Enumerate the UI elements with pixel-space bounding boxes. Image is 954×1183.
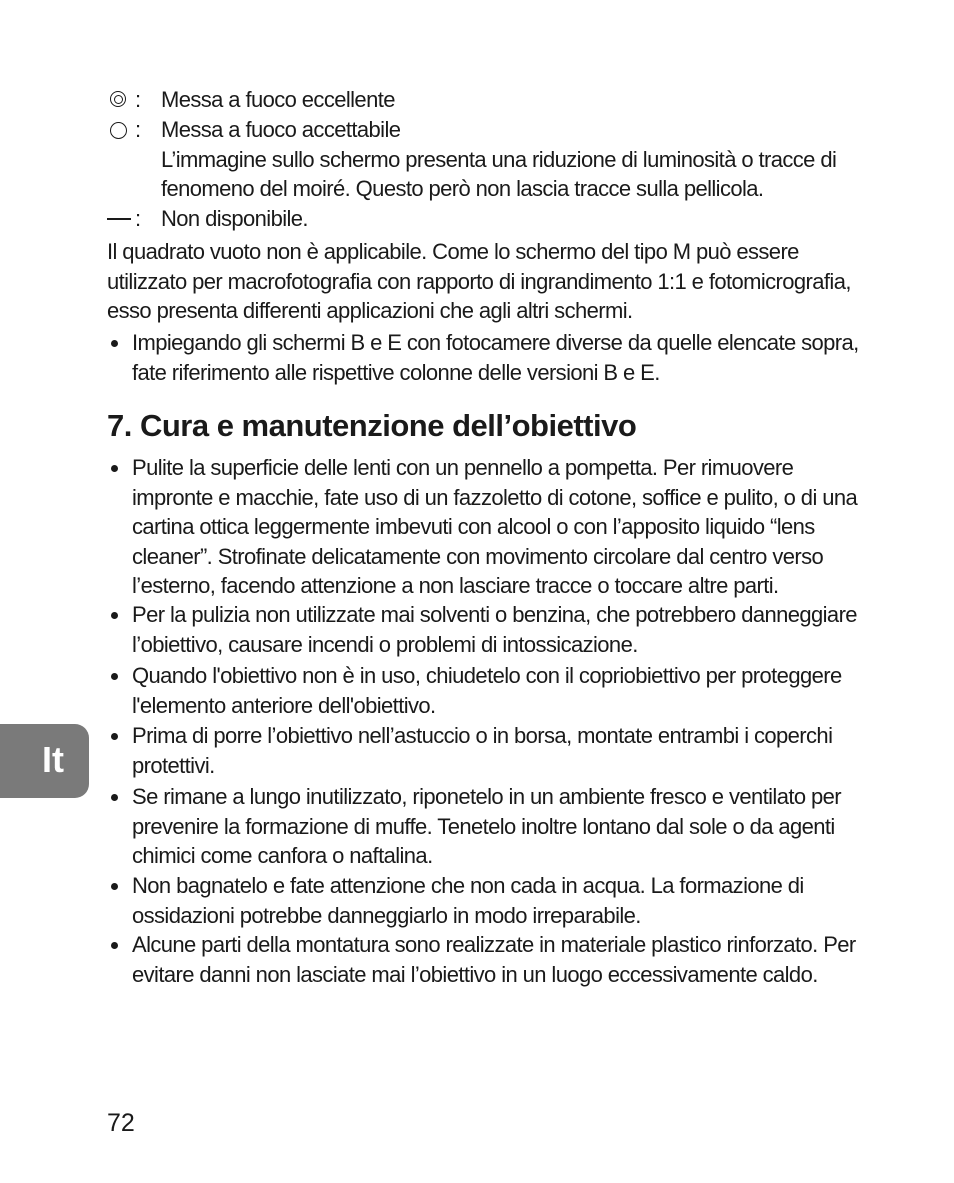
list-item — [107, 782, 877, 871]
legend-label: Non disponibile. — [161, 206, 308, 231]
bullet-text: Prima di porre l’obiettivo nell’astuccio o in borsa, montate entrambi i coperchi protettivi. — [132, 723, 833, 778]
intro-bullet — [107, 328, 877, 387]
bullet-text: Quando l'obiettivo non è in uso, chiudetelo con il copriobiettivo per proteggere l'elemento anteriore dell'obiettivo. — [132, 663, 842, 718]
bullet-icon — [111, 465, 118, 472]
circle-icon — [107, 115, 135, 144]
legend-label: Messa a fuoco eccellente — [161, 87, 395, 112]
intro-paragraph: Il quadrato vuoto non è applicabile. Come lo schermo del tipo M può essere utilizzato per macrofotografia con rapporto di ingrandimento 1:1 e fotomicrografia, esso presenta differenti applicazioni che agli altri schermi. — [107, 239, 851, 323]
section-title: 7. Cura e manutenzione dell’obiettivo — [107, 408, 637, 443]
legend-row-excellent — [107, 85, 861, 115]
bullet-icon — [111, 612, 118, 619]
list-item — [107, 721, 877, 780]
page-number: 72 — [107, 1109, 135, 1137]
legend-colon: : — [135, 206, 141, 231]
bullet-text: Pulite la superficie delle lenti con un pennello a pompetta. Per rimuovere impronte e macchie, fate uso di un fazzoletto di cotone, soffice e pulito, o di una cartina ottica leggermente imbevuti con alcool o con l’apposito liquido “lens cleaner”. Strofinate delicatamente con movimento circolare dal centro verso l’esterno, facendo attenzione a non lasciare tracce o toccare altre parti. — [132, 455, 858, 598]
bullet-icon — [111, 942, 118, 949]
legend-colon: : — [135, 117, 141, 142]
bullet-icon — [111, 733, 118, 740]
bullet-text: Impiegando gli schermi B e E con fotocamere diverse da quelle elencate sopra, fate riferimento alle rispettive colonne delle versioni B e E. — [132, 330, 859, 385]
bullet-icon — [111, 794, 118, 801]
bullet-icon — [111, 673, 118, 680]
list-item — [107, 930, 877, 989]
bullet-text: Se rimane a lungo inutilizzato, riponetelo in un ambiente fresco e ventilato per prevenire la formazione di muffe. Tenetelo inoltre lontano dal sole o da agenti chimici come canfora o naftalina. — [132, 784, 842, 868]
list-item — [107, 453, 877, 601]
legend-note: L’immagine sullo schermo presenta una riduzione di luminosità o tracce di fenomeno del moiré. Questo però non lascia tracce sulla pellicola. — [161, 146, 837, 201]
list-item — [107, 661, 877, 720]
list-item — [107, 871, 877, 930]
bullet-text: Per la pulizia non utilizzate mai solventi o benzina, che potrebbero danneggiare l’obiettivo, causare incendi o problemi di intossicazione. — [132, 602, 857, 657]
bullet-icon — [111, 340, 118, 347]
bullet-icon — [111, 883, 118, 890]
bullet-text: Non bagnatelo e fate attenzione che non cada in acqua. La formazione di ossidazioni potrebbe danneggiarlo in modo irreparabile. — [132, 873, 804, 928]
list-item — [107, 600, 877, 659]
legend-label: Messa a fuoco accettabile — [161, 117, 401, 142]
language-tab-label: It — [42, 739, 64, 780]
double-circle-icon — [107, 85, 135, 114]
dash-icon — [107, 204, 135, 233]
legend-colon: : — [135, 87, 141, 112]
legend-row-unavailable — [107, 204, 861, 234]
bullet-text: Alcune parti della montatura sono realizzate in materiale plastico rinforzato. Per evitare danni non lasciate mai l’obiettivo in un luogo eccessivamente caldo. — [132, 932, 856, 987]
legend-row-acceptable — [107, 115, 861, 204]
language-tab — [0, 724, 89, 798]
